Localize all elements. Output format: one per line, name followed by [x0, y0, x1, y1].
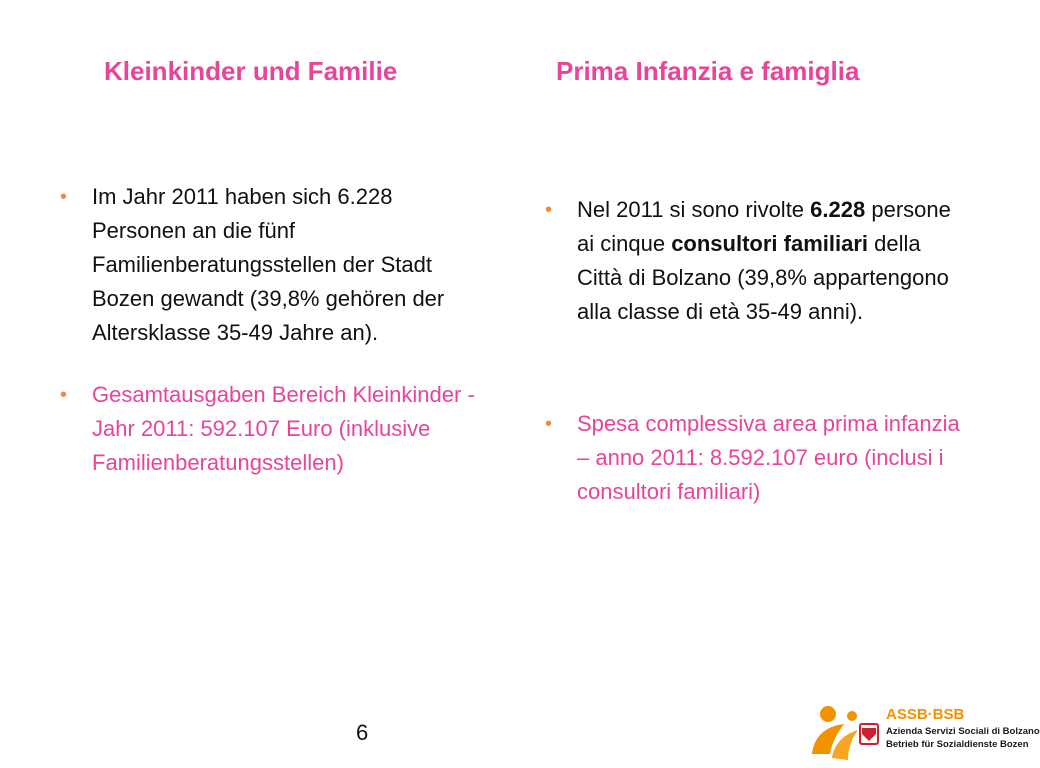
bullet-text: [577, 197, 951, 324]
logo-subtitle-italian: Azienda Servizi Sociali di Bolzano: [886, 726, 1040, 737]
bullet-text: Gesamtausgaben Bereich Kleinkinder - Jahr 2011: 592.107 Euro (inklusive Familienberatungsstellen): [92, 382, 475, 475]
bullet-dot-icon: •: [545, 199, 553, 221]
bullet-text-part: della Città di Bolzano (39,8% appartengono alla classe di età 35-49 anni).: [577, 231, 949, 324]
bullet-item-visitors-de: [60, 180, 480, 350]
page-number: 6: [356, 720, 369, 745]
bullet-item-expenses-de: [60, 378, 480, 480]
logo: [808, 702, 1040, 764]
bullet-list-italian: [545, 193, 965, 509]
bullet-text-bold: consultori familiari: [671, 231, 869, 256]
bullet-dot-icon: •: [60, 186, 68, 208]
bullet-dot-icon: •: [60, 384, 68, 406]
bullet-list-german: [60, 180, 480, 480]
spacer: [545, 329, 965, 407]
title-italian: Prima Infanzia e famiglia: [556, 56, 860, 86]
bullet-text: Im Jahr 2011 haben sich 6.228 Personen an die fünf Familienberatungsstellen der Stadt Bozen gewandt (39,8% gehören der Altersklasse 35-49 Jahre an).: [92, 184, 445, 345]
title-german: Kleinkinder und Familie: [104, 56, 398, 86]
spacer: [60, 350, 480, 378]
bullet-dot-icon: •: [545, 413, 553, 435]
bullet-text: Spesa complessiva area prima infanzia – anno 2011: 8.592.107 euro (inclusi i consultori familiari): [577, 411, 960, 504]
bullet-text-bold: 6.228: [810, 197, 866, 222]
logo-name: ASSB·BSB: [886, 706, 965, 723]
bullet-item-visitors-it: [545, 193, 965, 329]
assb-bsb-logo-icon: [808, 702, 880, 764]
logo-subtitle-german: Betrieb für Sozialdienste Bozen: [886, 739, 1029, 750]
bullet-text-part: persone ai cinque: [577, 197, 951, 256]
bullet-text-part: Nel 2011 si sono rivolte: [577, 197, 811, 222]
bullet-item-expenses-it: [545, 407, 965, 509]
